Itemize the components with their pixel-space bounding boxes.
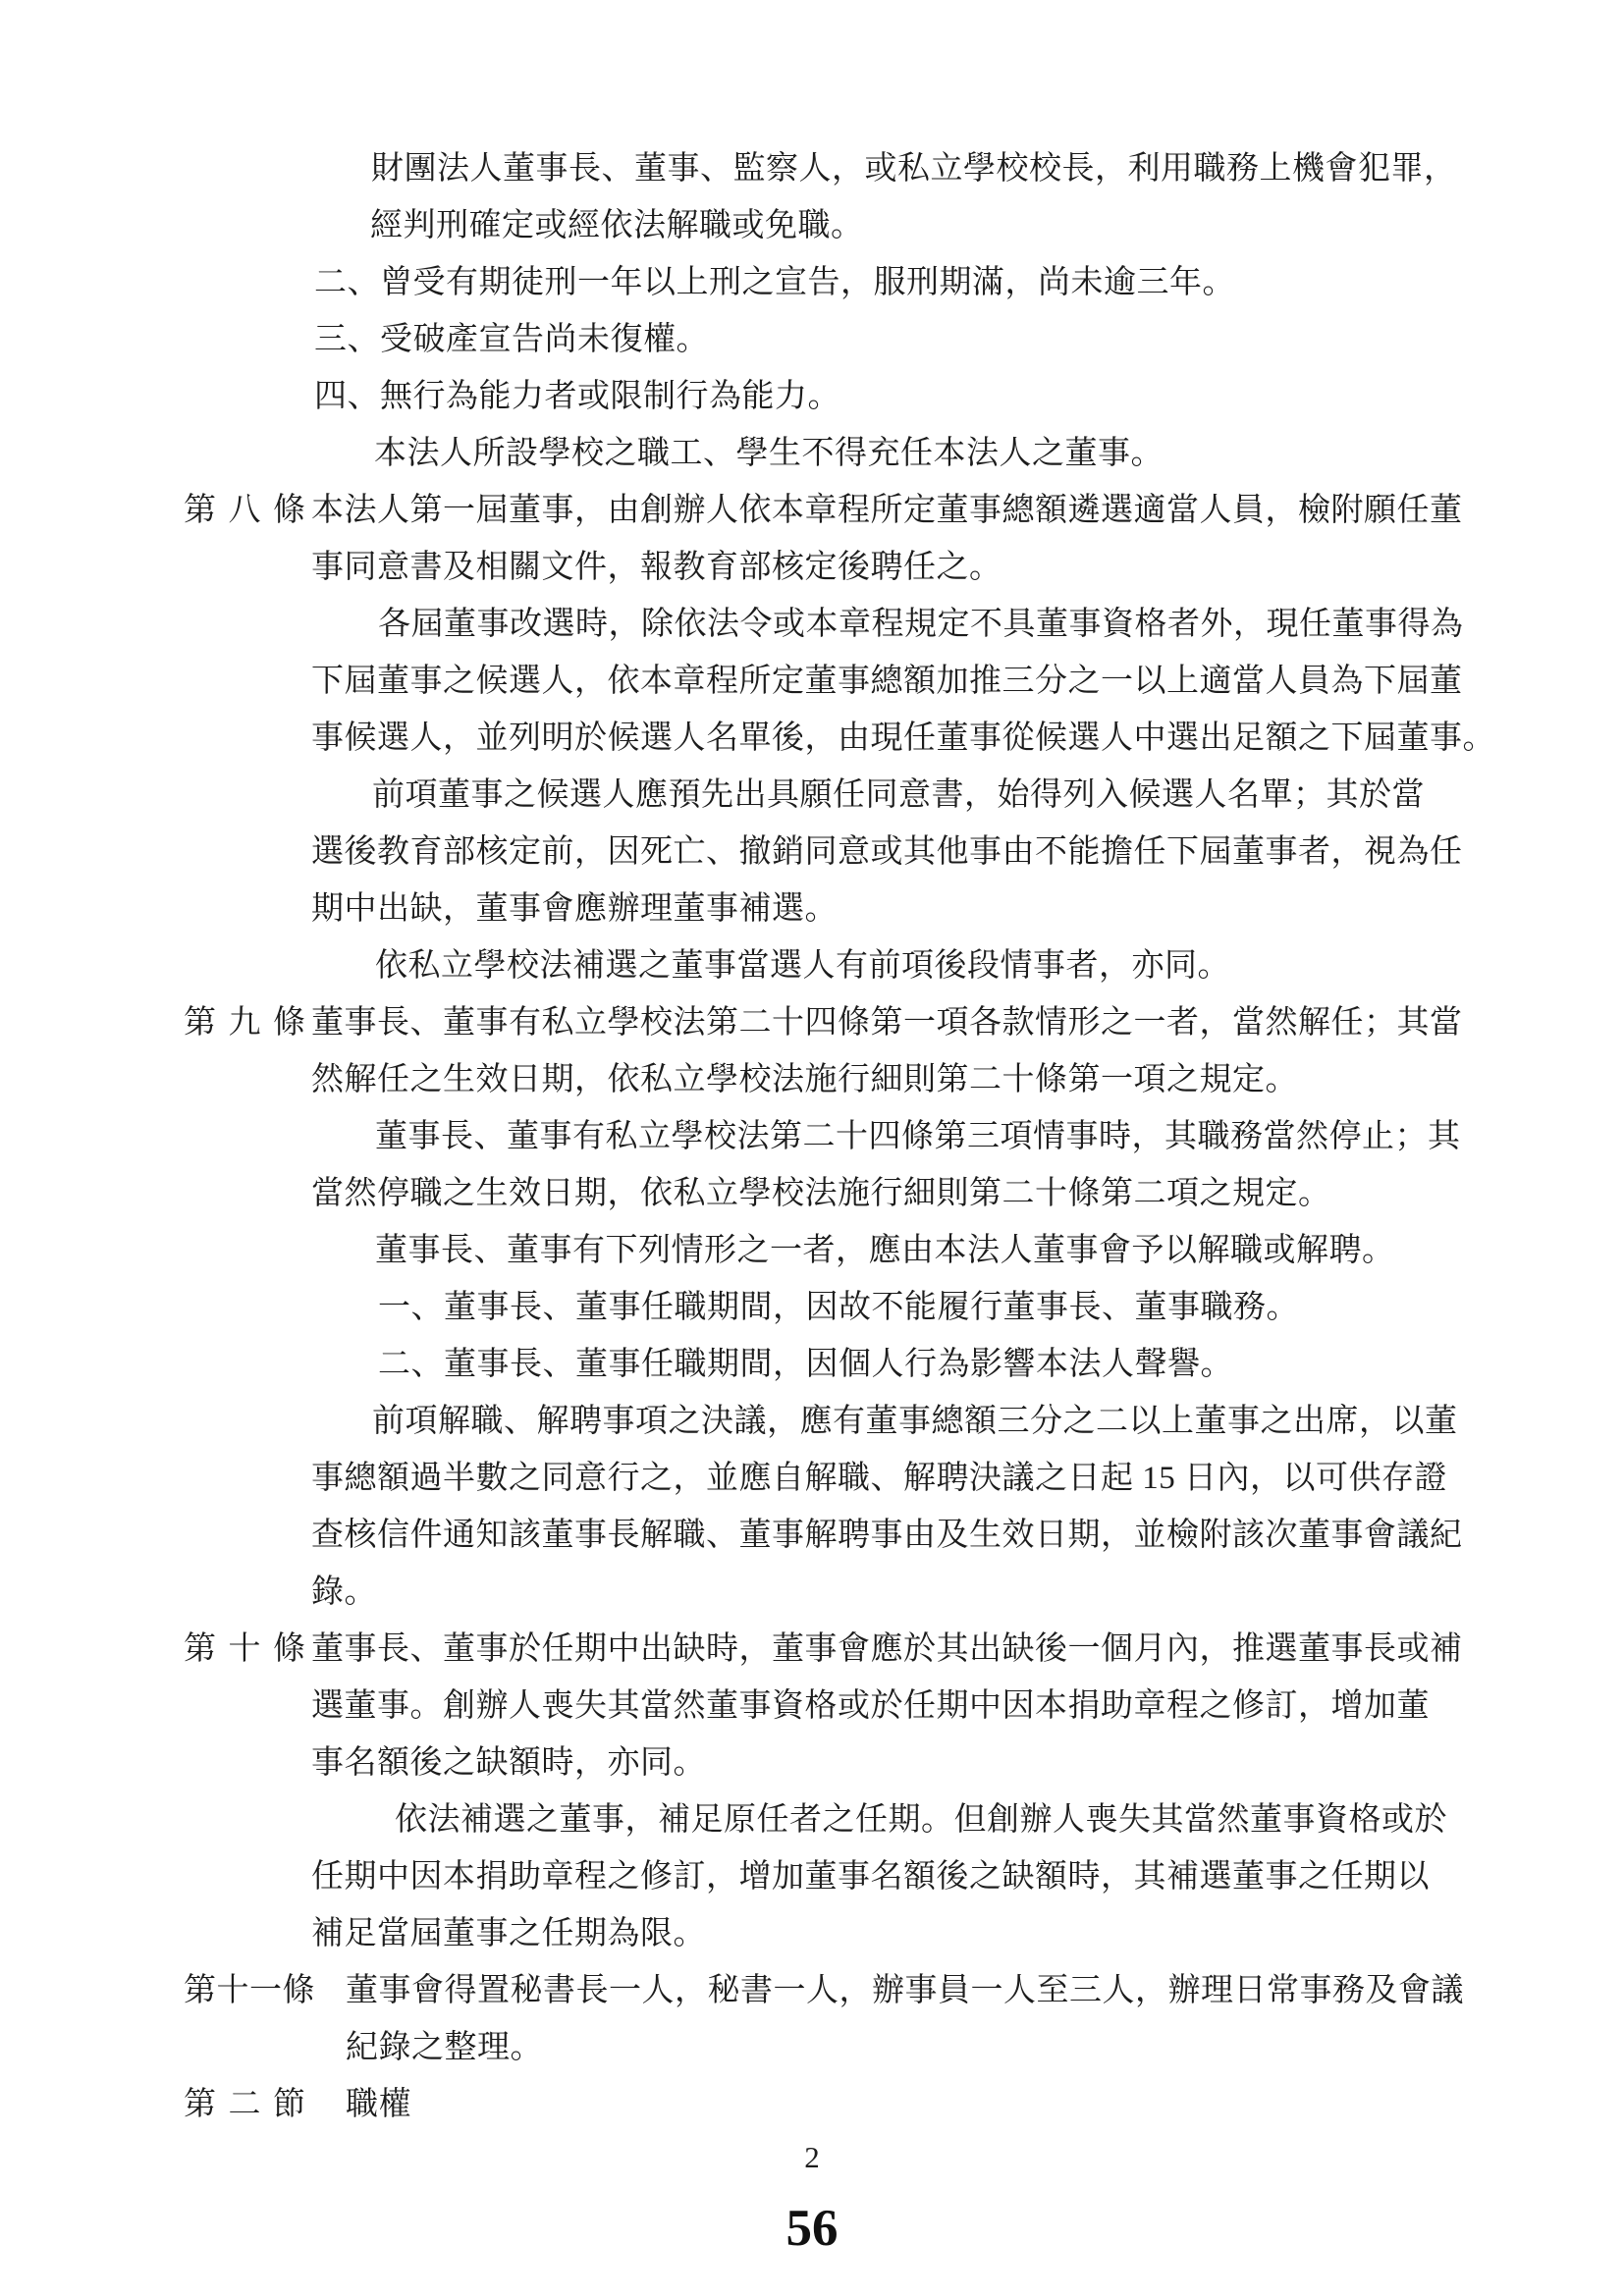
text-line: 下屆董事之候選人，依本章程所定董事總額加推三分之一以上適當人員為下屆董 bbox=[311, 664, 1463, 699]
text-line: 期中出缺，董事會應辦理董事補選。 bbox=[311, 891, 838, 927]
text-line: 董事長、董事有私立學校法第二十四條第一項各款情形之一者，當然解任；其當 bbox=[311, 1005, 1463, 1041]
text-line: 選董事。創辦人喪失其當然董事資格或於任期中因本捐助章程之修訂，增加董 bbox=[311, 1688, 1430, 1724]
text-line: 事候選人，並列明於候選人名單後，由現任董事從候選人中選出足額之下屆董事。 bbox=[311, 721, 1495, 756]
text-line: 選後教育部核定前，因死亡、撤銷同意或其他事由不能擔任下屆董事者，視為任 bbox=[311, 834, 1463, 870]
sheet-number: 56 bbox=[785, 2200, 839, 2257]
article-label: 第十一條 bbox=[184, 1973, 315, 2008]
text-line: 事名額後之缺額時，亦同。 bbox=[311, 1745, 706, 1781]
page-number: 2 bbox=[804, 2140, 820, 2174]
text-line: 各屆董事改選時，除依法令或本章程規定不具董事資格者外，現任董事得為 bbox=[378, 607, 1464, 642]
text-line: 前項董事之候選人應預先出具願任同意書，始得列入候選人名單；其於當 bbox=[372, 777, 1425, 813]
text-line: 二、曾受有期徒刑一年以上刑之宣告，服刑期滿，尚未逾三年。 bbox=[314, 265, 1235, 300]
text-line: 補足當屆董事之任期為限。 bbox=[311, 1916, 706, 1951]
text-line: 財團法人董事長、董事、監察人，或私立學校校長，利用職務上機會犯罪， bbox=[371, 151, 1457, 187]
text-line: 經判刑確定或經依法解職或免職。 bbox=[370, 208, 864, 243]
text-line: 錄。 bbox=[311, 1575, 377, 1610]
text-line: 當然停職之生效日期，依私立學校法施行細則第二十條第二項之規定。 bbox=[311, 1176, 1331, 1211]
text-line: 董事會得置秘書長一人，秘書一人，辦事員一人至三人，辦理日常事務及會議 bbox=[346, 1973, 1464, 2008]
article-label: 第十條 bbox=[184, 1631, 318, 1667]
text-line: 任期中因本捐助章程之修訂，增加董事名額後之缺額時，其補選董事之任期以 bbox=[311, 1859, 1430, 1895]
article-label: 第九條 bbox=[184, 1005, 318, 1041]
text-line: 職權 bbox=[346, 2087, 411, 2122]
section-label: 第二節 bbox=[184, 2087, 318, 2122]
text-line: 三、受破產宣告尚未復權。 bbox=[314, 322, 709, 357]
text-line: 事總額過半數之同意行之，並應自解職、解聘決議之日起 15 日內，以可供存證 bbox=[311, 1461, 1447, 1496]
text-line: 查核信件通知該董事長解職、董事解聘事由及生效日期，並檢附該次董事會議紀 bbox=[311, 1518, 1463, 1553]
text-line: 本法人所設學校之職工、學生不得充任本法人之董事。 bbox=[374, 436, 1164, 471]
text-line: 依法補選之董事，補足原任者之任期。但創辦人喪失其當然董事資格或於 bbox=[395, 1802, 1447, 1838]
text-line: 四、無行為能力者或限制行為能力。 bbox=[314, 379, 840, 414]
text-line: 董事長、董事有私立學校法第二十四條第三項情事時，其職務當然停止；其 bbox=[375, 1119, 1461, 1154]
text-line: 董事長、董事於任期中出缺時，董事會應於其出缺後一個月內，推選董事長或補 bbox=[311, 1631, 1463, 1667]
text-line: 二、董事長、董事任職期間，因個人行為影響本法人聲譽。 bbox=[378, 1347, 1233, 1382]
text-line: 然解任之生效日期，依私立學校法施行細則第二十條第一項之規定。 bbox=[311, 1062, 1298, 1097]
text-line: 依私立學校法補選之董事當選人有前項後段情事者，亦同。 bbox=[375, 948, 1230, 984]
text-line: 本法人第一屆董事，由創辦人依本章程所定董事總額遴選適當人員，檢附願任董 bbox=[311, 493, 1463, 528]
text-line: 事同意書及相關文件，報教育部核定後聘任之。 bbox=[311, 550, 1002, 585]
article-label: 第八條 bbox=[184, 493, 318, 528]
text-line: 董事長、董事有下列情形之一者，應由本法人董事會予以解職或解聘。 bbox=[375, 1233, 1395, 1268]
text-line: 前項解職、解聘事項之決議，應有董事總額三分之二以上董事之出席，以董 bbox=[372, 1404, 1458, 1439]
text-line: 紀錄之整理。 bbox=[346, 2030, 543, 2065]
text-line: 一、董事長、董事任職期間，因故不能履行董事長、董事職務。 bbox=[378, 1290, 1299, 1325]
